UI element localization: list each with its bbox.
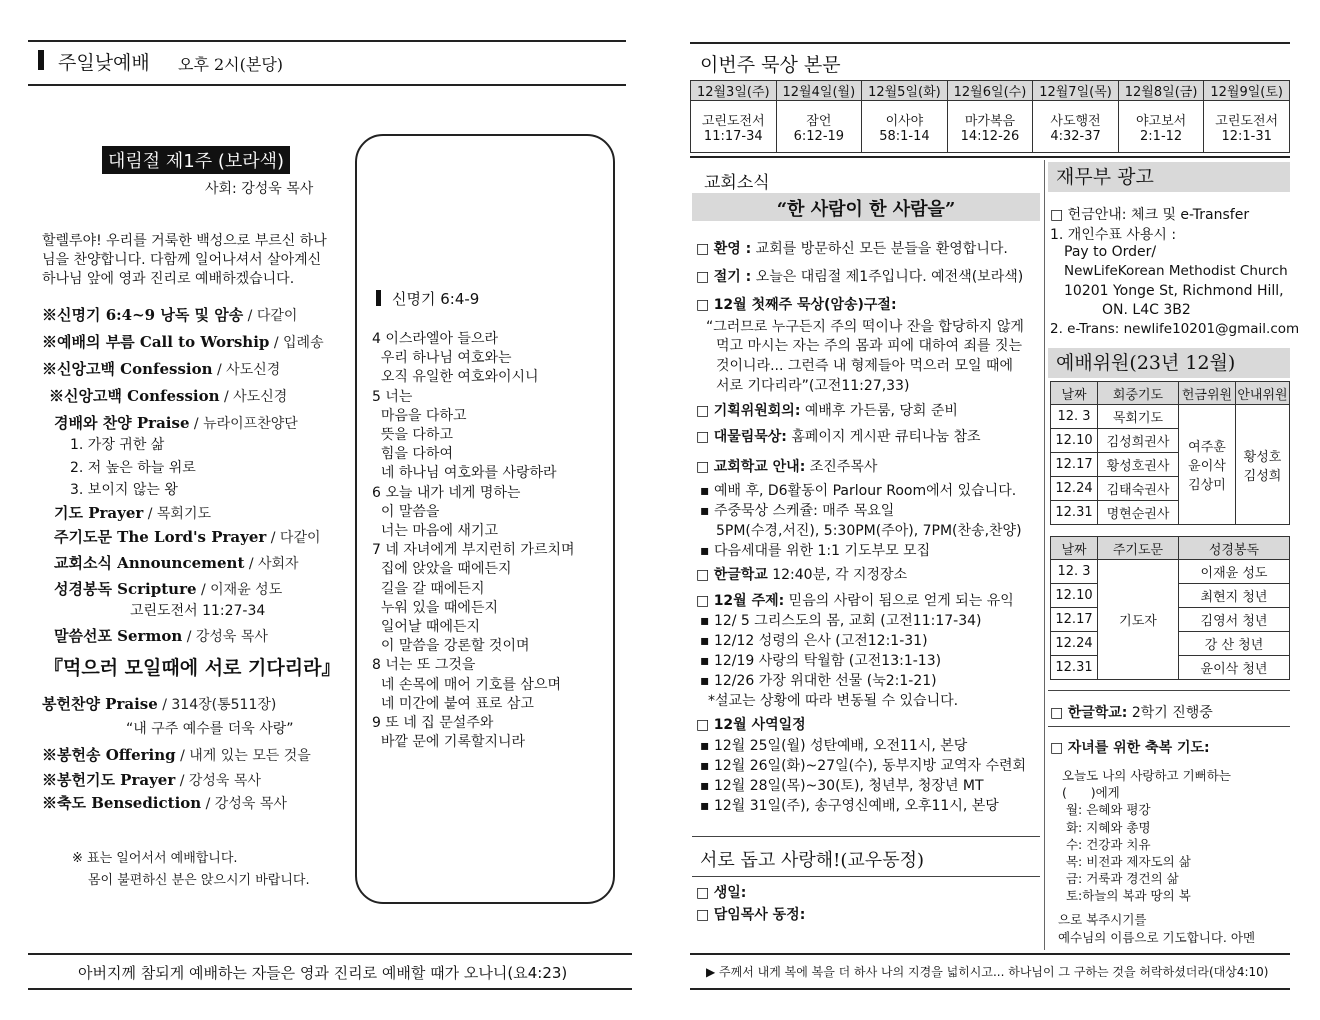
fellowship-title: 서로 돕고 사랑해!(교우동정) — [700, 850, 924, 871]
theme-note: *설교는 상황에 따라 변동될 수 있습니다. — [708, 693, 959, 709]
service-time: 오후 2시(본당) — [178, 55, 284, 74]
scripture-line: 길을 갈 때에든지 — [372, 580, 485, 597]
column-header: 주기도문 — [1098, 537, 1179, 560]
scripture-line: 너는 마음에 새기고 — [372, 523, 498, 539]
order-item: 말씀선포 Sermon / 강성욱 목사 — [54, 627, 268, 645]
prayer-cell: 명현순권사 — [1098, 501, 1179, 525]
news-item: □ 12월 첫째주 묵상(암송)구절: — [696, 297, 897, 313]
scripture-line: 우리 하나님 여호와는 — [372, 350, 512, 367]
reader-cell: 윤이삭 청년 — [1179, 656, 1290, 680]
intro-line: 하나님 앞에 영과 진리로 예배하겠습니다. — [42, 271, 295, 287]
reader-cell: 이재윤 성도 — [1179, 560, 1290, 584]
prayer-cell: 황성호권사 — [1098, 453, 1179, 477]
scripture-line: 뜻을 다하고 — [372, 427, 453, 443]
child-prayer-closing: 예수님의 이름으로 기도합니다. 아멘 — [1058, 930, 1256, 945]
section-rule — [1048, 726, 1290, 727]
date-cell: 12.17 — [1051, 453, 1098, 477]
finance-line: 2. e-Trans: newlife10201@gmail.com — [1050, 321, 1300, 337]
footer-verse: 아버지께 참되게 예배하는 자들은 영과 진리로 예배할 때가 오나니(요4:23) — [78, 964, 568, 982]
date-cell: 12. 3 — [1051, 405, 1098, 429]
date-cell: 12.10 — [1051, 584, 1098, 608]
news-item: □ 12월 사역일정 — [696, 717, 806, 733]
column-header: 날짜 — [1051, 382, 1098, 405]
order-item: ※봉헌송 Offering / 내게 있는 모든 것을 — [42, 746, 311, 764]
bullet-item: ▪ 12월 26일(화)~27일(수), 동부지방 교역자 수련회 — [700, 758, 1027, 774]
news-item: □ 대물림묵상: 홈페이지 게시판 큐티나눔 참조 — [696, 429, 981, 445]
bullet-item: ▪ 12월 25일(월) 성탄예배, 오전11시, 본당 — [700, 738, 968, 754]
offering-cell: 여주훈 윤이삭 김상미 — [1179, 405, 1236, 525]
finance-line: 1. 개인수표 사용시 : — [1050, 227, 1177, 243]
footer-rule — [690, 953, 1290, 955]
day-cell: 12월8일(금) — [1118, 81, 1204, 101]
scripture-line: 이 말씀을 강론할 것이며 — [372, 638, 530, 655]
memory-verse: 것이니라... 그런즉 내 형제들아 먹으러 모일 때에 — [716, 358, 1014, 374]
fellowship-item: □ 생일: — [696, 885, 747, 901]
date-cell: 12.10 — [1051, 429, 1098, 453]
date-cell: 12. 3 — [1051, 560, 1098, 584]
scripture-line: 6 오늘 내가 네게 명하는 — [372, 484, 521, 501]
footer-verse: ▶ 주께서 내게 복에 복을 더 하사 나의 지경을 넓히시고... 하나님이 그 구하는 것을 허락하셨더라(대상4:10) — [706, 965, 1269, 979]
order-item: ※신명기 6:4~9 낭독 및 암송 / 다같이 — [42, 306, 298, 324]
news-item: □ 한글학교 12:40분, 각 지정장소 — [696, 567, 908, 583]
child-prayer-line: 목: 비전과 제자도의 삶 — [1062, 854, 1191, 869]
scripture-line: 집에 앉았을 때에든지 — [372, 561, 512, 578]
child-prayer-line: 월: 은혜와 평강 — [1062, 802, 1151, 818]
section-rule — [1048, 690, 1290, 691]
memory-verse: 서로 기다리라”(고전11:27,33) — [716, 378, 910, 394]
scripture-line: 누워 있을 때에든지 — [372, 599, 498, 616]
scripture-line: 바깥 문에 기록할지니라 — [372, 734, 526, 751]
order-item: ※예배의 부름 Call to Worship / 입례송 — [42, 333, 324, 351]
sermon-title: 『먹으러 모일때에 서로 기다리라』 — [44, 657, 341, 679]
prayer-cell: 목회기도 — [1098, 405, 1179, 429]
presider: 사회: 강성욱 목사 — [205, 181, 314, 197]
scripture-line: 힘을 다하여 — [372, 446, 453, 463]
finance-line: □ 헌금안내: 체크 및 e-Transfer — [1050, 207, 1250, 223]
order-item: 경배와 찬양 Praise / 뉴라이프찬양단 — [54, 414, 298, 432]
order-item: ※봉헌기도 Prayer / 강성욱 목사 — [42, 771, 261, 789]
scripture-marker — [376, 290, 381, 306]
passage-cell: 이사야 58:1-14 — [862, 101, 948, 153]
order-item: 주기도문 The Lord's Prayer / 다같이 — [54, 528, 321, 546]
memory-verse: 먹고 마시는 자는 주의 몸과 피에 대하여 죄를 짓는 — [716, 338, 1023, 354]
order-item: ※신앙고백 Confession / 사도신경 — [42, 360, 281, 378]
standing-note: 몸이 불편하신 분은 앉으시기 바랍니다. — [88, 873, 310, 888]
passage-cell: 고린도전서 11:17-34 — [691, 101, 777, 153]
reader-cell: 김영서 청년 — [1179, 608, 1290, 632]
section-rule — [692, 836, 1040, 837]
scripture-reference: 고린도전서 11:27-34 — [130, 603, 266, 619]
scripture-line: 네 손목에 매어 기호를 삼으며 — [372, 676, 561, 693]
date-cell: 12.17 — [1051, 608, 1098, 632]
order-item: 봉헌찬양 Praise / 314장(통511장) — [42, 695, 277, 713]
reading-table — [1050, 536, 1290, 680]
child-prayer-line: 토:하늘의 복과 땅의 복 — [1062, 888, 1191, 904]
column-header: 날짜 — [1051, 537, 1098, 560]
scripture-title: 신명기 6:4-9 — [392, 290, 480, 308]
committee-title: 예배위원(23년 12월) — [1048, 348, 1290, 378]
meditation-title: 이번주 묵상 본문 — [700, 54, 841, 76]
bullet-item: ▪ 다음세대를 위한 1:1 기도부모 모집 — [700, 543, 931, 559]
memory-verse: “그러므로 누구든지 주의 떡이나 잔을 합당하지 않게 — [706, 319, 1024, 335]
news-item: □ 기획위원회의: 예배후 가든룸, 당회 준비 — [696, 403, 958, 419]
child-prayer-line: 금: 거룩과 경건의 삶 — [1062, 871, 1179, 887]
order-item: 기도 Prayer / 목회기도 — [54, 504, 211, 522]
child-prayer-title: □ 자녀를 위한 축복 기도: — [1050, 740, 1210, 756]
day-cell: 12월3일(주) — [691, 81, 777, 101]
bullet-item: ▪ 예배 후, D6활동이 Parlour Room에서 있습니다. — [700, 483, 1017, 499]
scripture-line: 9 또 네 집 문설주와 — [372, 715, 494, 731]
child-prayer-line: 오늘도 나의 사랑하고 기뻐하는 — [1062, 768, 1231, 783]
news-item: □ 12월 주제: 믿음의 사람이 됨으로 얻게 되는 유익 — [696, 593, 1014, 609]
column-header: 성경봉독 — [1179, 537, 1290, 560]
praise-song: 3. 보이지 않는 왕 — [70, 482, 178, 498]
date-cell: 12.24 — [1051, 632, 1098, 656]
praise-song: 1. 가장 귀한 삶 — [70, 437, 165, 453]
order-item: 성경봉독 Scripture / 이재윤 성도 — [54, 580, 283, 598]
day-cell: 12월4일(월) — [776, 81, 862, 101]
bullet-item: ▪ 12/12 성령의 은사 (고전12:1-31) — [700, 633, 928, 649]
reader-cell: 최현지 청년 — [1179, 584, 1290, 608]
column-header: 헌금위원 — [1179, 382, 1236, 405]
header-marker — [38, 50, 44, 70]
top-rule — [28, 40, 626, 42]
top-rule — [690, 42, 1290, 44]
date-cell: 12.24 — [1051, 477, 1098, 501]
child-prayer-line: 화: 지혜와 총명 — [1062, 819, 1151, 835]
section-rule — [690, 156, 1290, 158]
column-divider — [1044, 160, 1045, 950]
finance-line: ON. L4C 3B2 — [1102, 302, 1191, 318]
day-cell: 12월5일(화) — [862, 81, 948, 101]
order-item: ※신앙고백 Confession / 사도신경 — [49, 387, 288, 405]
praise-song: 2. 저 높은 하늘 위로 — [70, 460, 196, 476]
column-header: 회중기도 — [1098, 382, 1179, 405]
day-cell: 12월6일(수) — [947, 81, 1033, 101]
passage-cell: 야고보서 2:1-12 — [1118, 101, 1204, 153]
finance-line: Pay to Order/ — [1064, 244, 1157, 260]
service-title: 주일낮예배 — [58, 52, 150, 74]
passage-cell: 사도행전 4:32-37 — [1033, 101, 1119, 153]
column-header: 안내위원 — [1236, 382, 1290, 405]
slogan: “한 사람이 한 사람을” — [776, 199, 956, 220]
korean-school-note: □ 한글학교: 2학기 진행중 — [1050, 705, 1213, 721]
season-title: 대림절 제1주 (보라색) — [102, 146, 290, 174]
fellowship-item: □ 담임목사 동정: — [696, 907, 806, 923]
passage-cell: 잠언 6:12-19 — [776, 101, 862, 153]
date-cell: 12.31 — [1051, 656, 1098, 680]
offering-song: “내 구주 예수를 더욱 사랑” — [126, 721, 294, 737]
news-title: 교회소식 — [704, 173, 770, 193]
usher-cell: 황성호 김성희 — [1236, 405, 1290, 525]
order-item: ※축도 Bensediction / 강성욱 목사 — [42, 794, 287, 812]
committee-table — [1050, 381, 1290, 525]
prayer-cell: 김태숙권사 — [1098, 477, 1179, 501]
prayer-cell: 기도자 — [1098, 560, 1179, 680]
bullet-item: ▪ 12월 31일(주), 송구영신예배, 오후11시, 본당 — [700, 798, 999, 814]
bullet-item: ▪ 12/19 사랑의 탁월함 (고전13:1-13) — [700, 653, 942, 669]
finance-line: NewLifeKorean Methodist Church — [1064, 263, 1288, 279]
bullet-item: ▪ 주중묵상 스케쥴: 매주 목요일 — [700, 503, 895, 519]
scripture-line: 4 이스라엘아 들으라 — [372, 331, 498, 347]
news-item: □ 절기 : 오늘은 대림절 제1주입니다. 예전색(보라색) — [696, 269, 1024, 285]
scripture-line: 5 너는 — [372, 388, 413, 405]
scripture-line: 마음을 다하고 — [372, 407, 467, 424]
bullet-item: ▪ 12월 28일(목)~30(토), 청년부, 청장년 MT — [700, 778, 984, 794]
scripture-line: 7 네 자녀에게 부지런히 가르치며 — [372, 542, 575, 559]
child-prayer-closing: 으로 복주시기를 — [1058, 912, 1147, 927]
news-item: □ 교회학교 안내: 조진주목사 — [696, 459, 878, 475]
intro-line: 님을 찬양합니다. 다함께 일어나셔서 살아계신 — [42, 252, 322, 268]
scripture-line: 네 미간에 붙여 표로 삼고 — [372, 695, 534, 712]
date-cell: 12.31 — [1051, 501, 1098, 525]
child-prayer-line: 수: 건강과 치유 — [1062, 836, 1151, 852]
footer-rule — [28, 988, 632, 990]
passage-cell: 마가복음 14:12-26 — [947, 101, 1033, 153]
bullet-item: ▪ 12/ 5 그리스도의 몸, 교회 (고전11:17-34) — [700, 613, 982, 629]
finance-line: 10201 Yonge St, Richmond Hill, — [1064, 283, 1284, 299]
day-cell: 12월9일(토) — [1204, 81, 1290, 101]
section-rule — [692, 876, 1040, 877]
reader-cell: 강 산 청년 — [1179, 632, 1290, 656]
bullet-item: ▪ 12/26 가장 위대한 선물 (눅2:1-21) — [700, 673, 937, 689]
child-prayer-line: ( )에게 — [1062, 785, 1120, 801]
day-cell: 12월7일(목) — [1033, 81, 1119, 101]
meditation-table — [690, 80, 1290, 153]
header-rule — [28, 84, 626, 86]
scripture-line: 네 하나님 여호와를 사랑하라 — [372, 465, 557, 482]
footer-rule — [28, 953, 632, 955]
scripture-line: 8 너는 또 그것을 — [372, 657, 476, 674]
news-item: □ 환영 : 교회를 방문하신 모든 분들을 환영합니다. — [696, 241, 1008, 257]
passage-cell: 고린도전서 12:1-31 — [1204, 101, 1290, 153]
standing-note: ※ 표는 일어서서 예배합니다. — [72, 851, 238, 866]
intro-line: 할렐루야! 우리를 거룩한 백성으로 부르신 하나 — [42, 233, 327, 249]
scripture-line: 오직 유일한 여호와이시니 — [372, 369, 539, 386]
finance-title: 재무부 광고 — [1048, 162, 1290, 192]
scripture-line: 이 말씀을 — [372, 503, 440, 520]
order-item: 교회소식 Announcement / 사회자 — [54, 554, 299, 572]
school-schedule: 5PM(수경,서진), 5:30PM(주아), 7PM(찬송,찬양) — [716, 523, 1022, 539]
footer-rule — [690, 988, 1290, 990]
prayer-cell: 김성희권사 — [1098, 429, 1179, 453]
scripture-line: 일어날 때에든지 — [372, 619, 481, 635]
